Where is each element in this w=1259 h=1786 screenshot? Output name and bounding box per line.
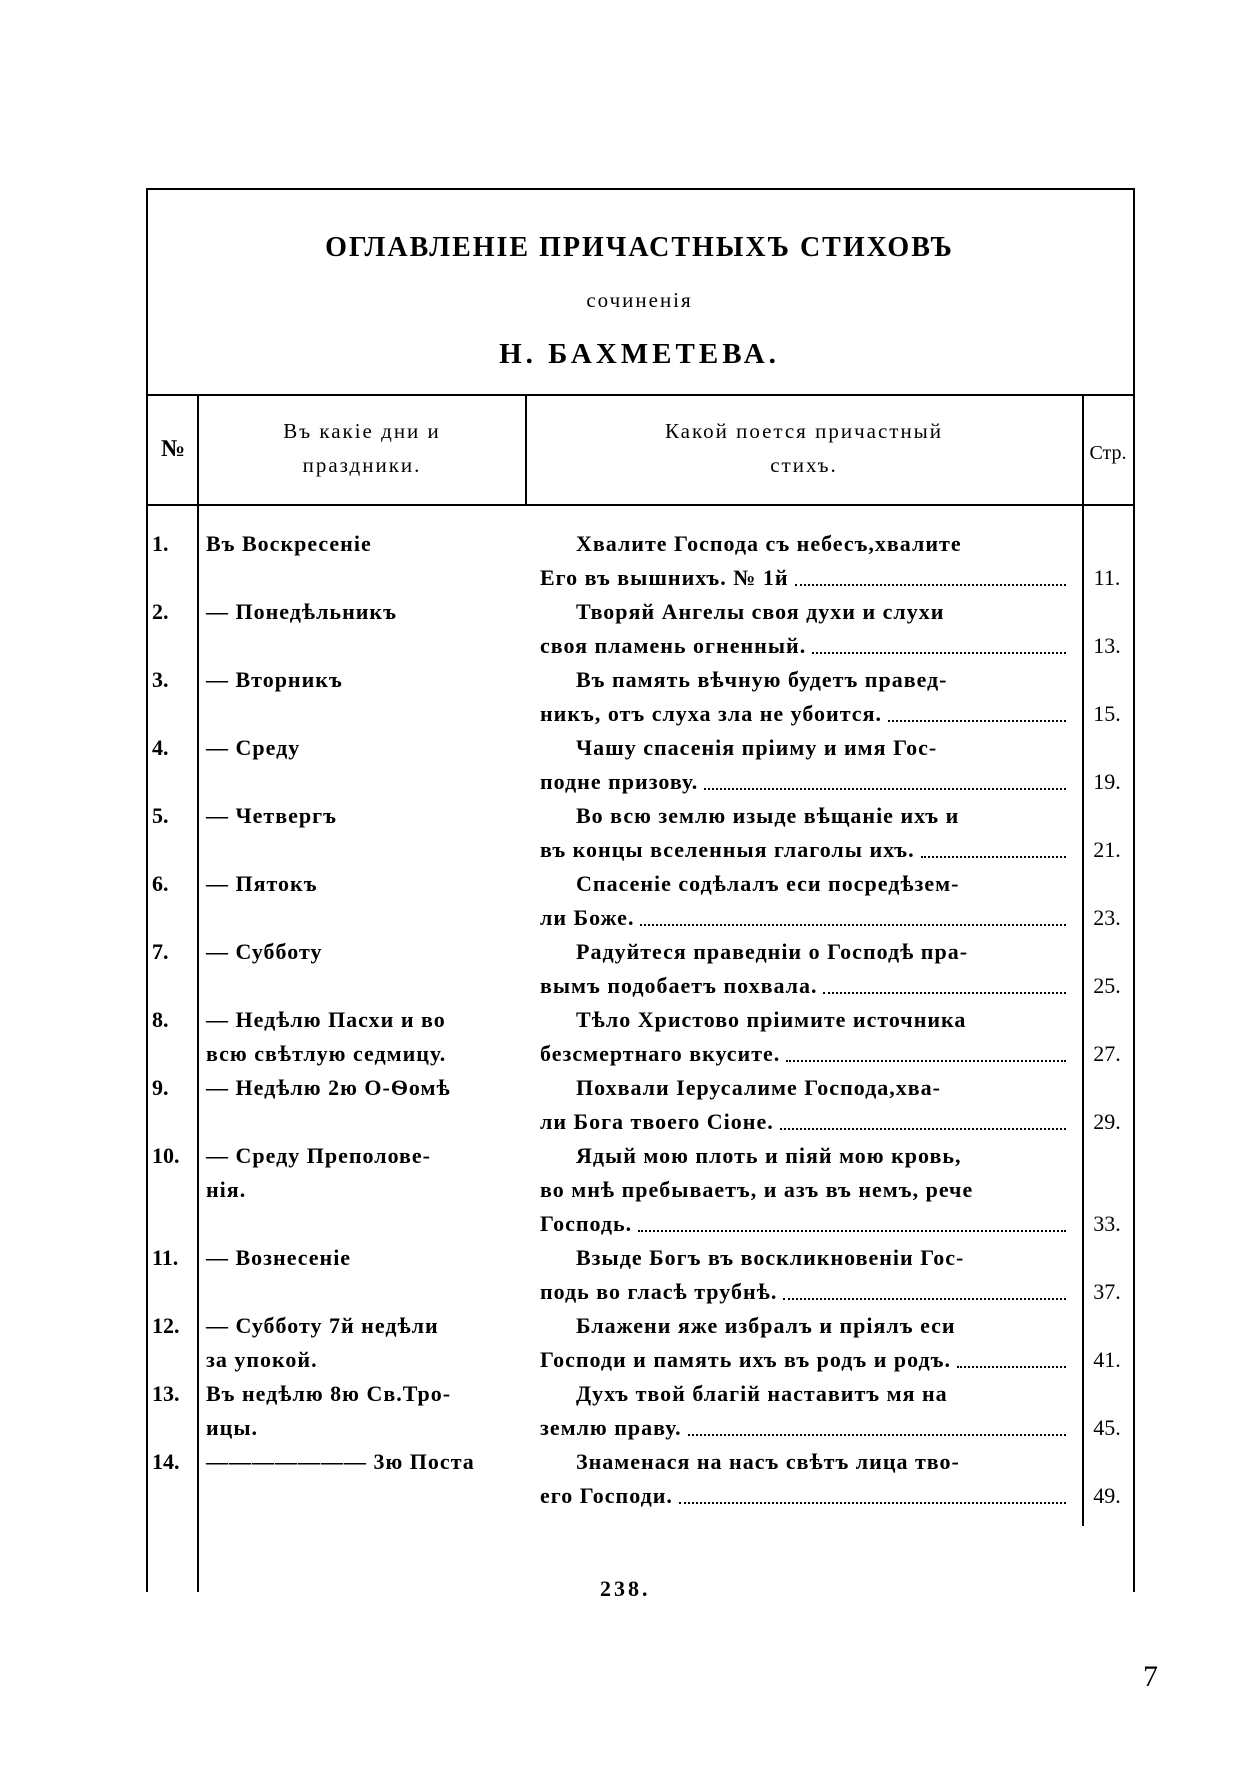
row-verse: Ядый мою плоть и піяй мою кровь, во мнѣ пребываетъ, и азъ въ немъ, рече Господь. xyxy=(540,1139,1070,1241)
row-number: 14. xyxy=(152,1449,180,1474)
row-page: 19. xyxy=(1093,769,1121,794)
row-page: 37. xyxy=(1093,1279,1121,1304)
row-day: — Четвергъ xyxy=(206,803,337,828)
row-page: 45. xyxy=(1093,1415,1121,1440)
row-verse: Взыде Богъ въ воскликновеніи Гос- подь во гласѣ трубнѣ. xyxy=(540,1241,1070,1309)
page-number: 238. xyxy=(600,1576,651,1601)
column-header-separator xyxy=(146,504,1133,506)
row-day: — Вторникъ xyxy=(206,667,343,692)
row-day: — Недѣлю Пасхи и во всю свѣтлую седмицу. xyxy=(206,1007,447,1066)
row-number: 6. xyxy=(152,871,169,896)
column-header-days: Въ какіе дни и праздники. xyxy=(283,419,441,477)
row-number: 5. xyxy=(152,803,169,828)
row-day: — Пятокъ xyxy=(206,871,318,896)
row-day: — Субботу 7й недѣли за упокой. xyxy=(206,1313,439,1372)
row-page: 27. xyxy=(1093,1041,1121,1066)
row-page: 11. xyxy=(1093,565,1121,590)
corner-page-number: 7 xyxy=(1143,1660,1158,1693)
row-number: 10. xyxy=(152,1143,180,1168)
row-day: — Субботу xyxy=(206,939,323,964)
row-number: 8. xyxy=(152,1007,169,1032)
row-day: Въ недѣлю 8ю Св.Тро- ицы. xyxy=(206,1381,452,1440)
row-number: 11. xyxy=(152,1245,179,1270)
row-verse: Духъ твой благій наставитъ мя на землю праву. xyxy=(540,1377,1070,1445)
row-verse: Во всю землю изыде вѣщаніе ихъ и въ концы вселенныя глаголы ихъ. xyxy=(540,799,1070,867)
row-page: 25. xyxy=(1093,973,1121,998)
row-page: 23. xyxy=(1093,905,1121,930)
row-verse: Хвалите Господа съ небесъ,хвалите Его въ вышнихъ. № 1й xyxy=(540,527,1070,595)
column-header-verse: Какой поется причастный стихъ. xyxy=(664,419,944,477)
row-verse: Тѣло Христово пріимите источника безсмертнаго вкусите. xyxy=(540,1003,1070,1071)
row-page: 33. xyxy=(1093,1211,1121,1236)
page-title: ОГЛАВЛЕНІЕ ПРИЧАСТНЫХЪ СТИХОВЪ xyxy=(325,232,954,263)
column-header-page: Стр. xyxy=(1089,442,1127,464)
row-number: 12. xyxy=(152,1313,180,1338)
row-page: 13. xyxy=(1093,633,1121,658)
row-day: — Среду Преполове- нія. xyxy=(206,1143,431,1202)
row-verse: Въ память вѣчную будетъ правед- никъ, отъ слуха зла не убоится. xyxy=(540,663,1070,731)
row-day: — Вознесеніе xyxy=(206,1245,352,1270)
row-verse: Радуйтеся праведніи о Господѣ пра- вымъ подобаетъ похвала. xyxy=(540,935,1070,1003)
row-page: 41. xyxy=(1093,1347,1121,1372)
row-verse: Спасеніе содѣлалъ еси посредѣзем- ли Боже. xyxy=(540,867,1070,935)
row-number: 9. xyxy=(152,1075,169,1100)
row-number: 3. xyxy=(152,667,169,692)
row-page: 29. xyxy=(1093,1109,1121,1134)
row-verse: Чашу спасенія пріиму и имя Гос- подне призову. xyxy=(540,731,1070,799)
row-number: 13. xyxy=(152,1381,180,1406)
row-verse: Блажени яже избралъ и пріялъ еси Господи и память ихъ въ родъ и родъ. xyxy=(540,1309,1070,1377)
row-page: 21. xyxy=(1093,837,1121,862)
row-number: 1. xyxy=(152,531,169,556)
column-divider xyxy=(197,394,199,1592)
page-subtitle: сочиненія xyxy=(586,288,693,312)
row-page: 49. xyxy=(1093,1483,1121,1508)
row-verse: Творяй Ангелы своя духи и слухи своя пламень огненный. xyxy=(540,595,1070,663)
row-verse: Знаменася на насъ свѣтъ лица тво- его Господи. xyxy=(540,1445,1070,1513)
title-separator xyxy=(146,394,1133,396)
column-divider xyxy=(525,394,527,504)
column-divider xyxy=(1082,394,1084,1526)
row-day: — Среду xyxy=(206,735,301,760)
row-day: — Недѣлю 2ю О-Ѳомѣ xyxy=(206,1075,451,1100)
row-day: Въ Воскресеніе xyxy=(206,531,372,556)
row-number: 4. xyxy=(152,735,169,760)
row-day: — Понедѣльникъ xyxy=(206,599,397,624)
column-header-num: № xyxy=(160,436,188,462)
author-name: Н. БАХМЕТЕВА. xyxy=(499,338,780,370)
row-number: 2. xyxy=(152,599,169,624)
row-day: ——————— 3ю Поста xyxy=(206,1449,475,1474)
row-page: 15. xyxy=(1093,701,1121,726)
row-verse: Похвали Іерусалиме Господа,хва- ли Бога твоего Сіоне. xyxy=(540,1071,1070,1139)
row-number: 7. xyxy=(152,939,169,964)
